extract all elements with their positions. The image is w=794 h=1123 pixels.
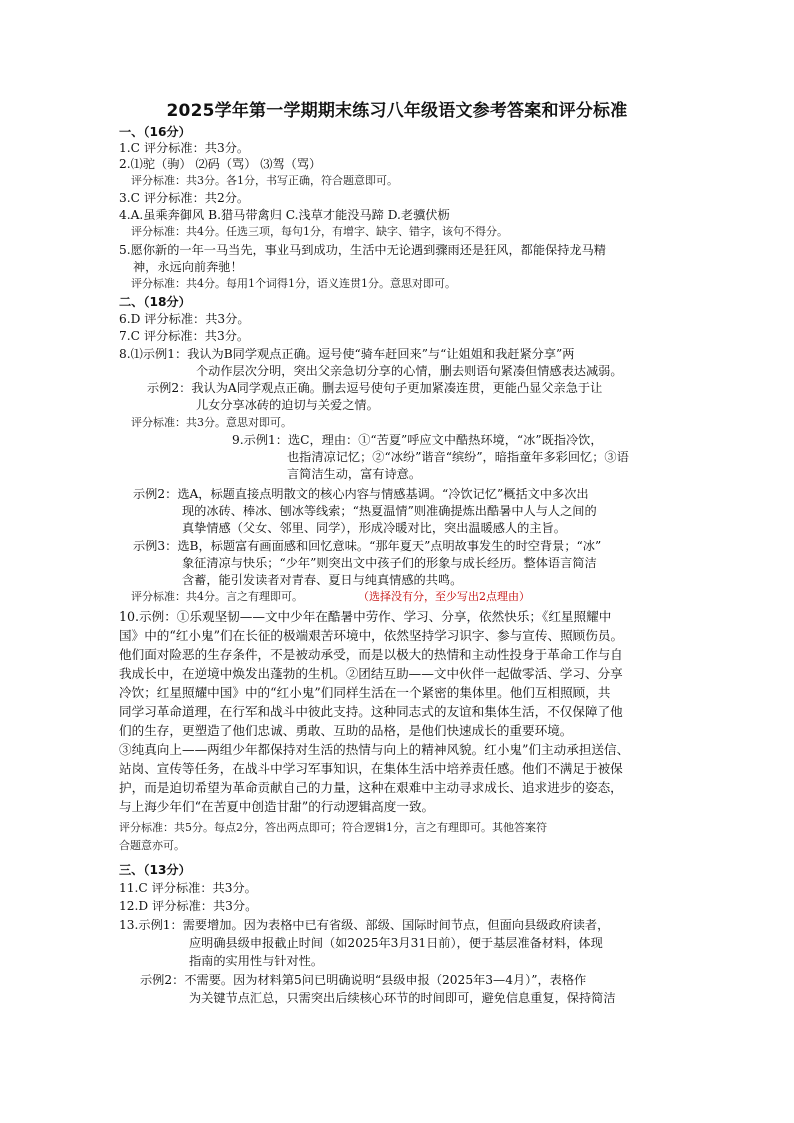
line-sec1: 一、（16分） bbox=[119, 125, 191, 139]
line-q10i: 站岗、宣传等任务，在战斗中学习军事知识，在集体生活中培养责任感。他们不满足于被保 bbox=[119, 761, 623, 776]
line-q9k: （选择没有分，至少写出2点理由） bbox=[358, 590, 530, 603]
line-q9i: 含蓄，能引发读者对青春、夏日与纯真情感的共鸣。 bbox=[182, 573, 463, 587]
line-q9h: 象征清凉与快乐；“少年”则突出文中孩子们的形象与成长经历。整体语言简洁 bbox=[182, 556, 597, 570]
line-q8b: 个动作层次分明，突出父亲急切分享的心情，删去则语句紧凑但情感表达减弱。 bbox=[196, 364, 623, 378]
line-q13d: 示例2：不需要。因为材料第5问已明确说明“县级申报（2025年3—4月）”，表格作 bbox=[140, 973, 587, 987]
line-q9a: 9.示例1：选C，理由：①“苦夏”呼应文中酷热环境，“冰”既指冷饮， bbox=[232, 433, 603, 447]
line-q5c: 评分标准：共4分。每用1个词得1分，语义连贯1分。意思对即可。 bbox=[131, 277, 456, 290]
line-q10c: 他们面对险恶的生存条件，不是被动承受，而是以极大的热情和主动性投身于革命工作与自 bbox=[119, 647, 623, 662]
line-q10g: 们的生存，更塑造了他们忠诚、勇敢、互助的品格，是他们快速成长的重要环境。 bbox=[119, 723, 573, 738]
line-q7: 7.C 评分标准：共3分。 bbox=[119, 329, 250, 343]
line-q2c: 评分标准：共3分。各1分，书写正确，符合题意即可。 bbox=[131, 174, 398, 187]
line-q13b: 应明确县级申报截止时间（如2025年3月31日前），便于基层准备材料，体现 bbox=[189, 936, 603, 950]
line-q8d: 儿女分享冰砖的迫切与关爱之情。 bbox=[196, 398, 379, 412]
line-q10j: 护，而是迫切希望为革命贡献自己的力量，这种在艰难中主动寻求成长、追求进步的姿态， bbox=[119, 780, 623, 795]
line-q10m: 合题意亦可。 bbox=[119, 839, 185, 852]
line-q11: 11.C 评分标准：共3分。 bbox=[119, 881, 257, 895]
line-q1: 1.C 评分标准：共3分。 bbox=[119, 141, 250, 155]
line-q9d: 示例2：选A，标题直接点明散文的核心内容与情感基调。“冷饮记忆”概括文中多次出 bbox=[133, 487, 589, 501]
line-sec3: 三、（13分） bbox=[119, 863, 191, 877]
line-q10l: 评分标准：共5分。每点2分，答出两点即可；符合逻辑1分，言之有理即可。其他答案符 bbox=[119, 821, 547, 834]
line-q13c: 指南的实用性与针对性。 bbox=[189, 954, 324, 968]
line-q10a: 10.示例：①乐观坚韧——文中少年在酷暑中劳作、学习、分享，依然快乐；《红星照耀中 bbox=[119, 609, 612, 624]
line-q9c: 言简洁生动，富有诗意。 bbox=[287, 467, 422, 481]
line-q8c: 示例2：我认为A同学观点正确。删去逗号使句子更加紧凑连贯，更能凸显父亲急于让 bbox=[147, 381, 603, 395]
line-q9b: 也指清凉记忆；②“冰纷”谐音“缤纷”，暗指童年多彩回忆；③语 bbox=[287, 450, 629, 464]
line-q9j: 评分标准：共4分。言之有理即可。 bbox=[131, 590, 303, 603]
line-q10b: 国》中的“红小鬼”们在长征的极端艰苦环境中，依然坚持学习识字、参与宣传、照顾伤员。 bbox=[119, 628, 624, 643]
line-q3: 3.C 评分标准：共2分。 bbox=[119, 191, 250, 205]
line-q4c: 评分标准：共4分。任选三项，每句1分，有增字、缺字、错字，该句不得分。 bbox=[131, 225, 508, 238]
line-q4: 4.A.虽乘奔御风 B.猎马带禽归 C.浅草才能没马蹄 D.老骥伏枥 bbox=[119, 208, 450, 222]
line-q9e: 现的冰砖、棒冰、刨冰等线索；“热夏温情”则准确提炼出酷暑中人与人之间的 bbox=[182, 504, 597, 518]
line-q9g: 示例3：选B，标题富有画面感和回忆意味。“那年夏天”点明故事发生的时空背景；“冰” bbox=[133, 539, 602, 553]
line-q10f: 同学习革命道理，在行军和战斗中彼此支持。这种同志式的友谊和集体生活，不仅保障了他 bbox=[119, 704, 623, 719]
line-q2: 2.⑴驼（驹） ⑵码（骂） ⑶驾（骂） bbox=[119, 157, 322, 171]
document-title: 2025学年第一学期期末练习八年级语文参考答案和评分标准 bbox=[166, 101, 628, 121]
line-q10d: 我成长中，在逆境中焕发出蓬勃的生机。②团结互助——文中伙伴一起做零活、学习、分享 bbox=[119, 666, 623, 681]
line-q8e: 评分标准：共3分。意思对即可。 bbox=[131, 416, 292, 429]
line-q13a: 13.示例1：需要增加。因为表格中已有省级、部级、国际时间节点，但面向县级政府读者， bbox=[119, 918, 610, 932]
line-q13e: 为关键节点汇总，只需突出后续核心环节的时间即可，避免信息重复，保持简洁 bbox=[189, 991, 616, 1005]
line-q9f: 真挚情感（父女、邻里、同学），形成冷暖对比，突出温暖感人的主旨。 bbox=[182, 521, 566, 535]
line-q10k: 与上海少年们“在苦夏中创造甘甜”的行动逻辑高度一致。 bbox=[119, 799, 435, 814]
line-q10e: 冷饮；红星照耀中国》中的“红小鬼”们同样生活在一个紧密的集体里。他们互相照顾，共 bbox=[119, 685, 611, 700]
line-q6: 6.D 评分标准：共3分。 bbox=[119, 312, 250, 326]
line-sec2: 二、（18分） bbox=[119, 295, 191, 309]
line-q5a: 5.愿你新的一年一马当先，事业马到成功，生活中无论遇到骤雨还是狂风，都能保持龙马精 bbox=[119, 243, 606, 257]
line-q8a: 8.⑴示例1：我认为B同学观点正确。逗号使“骑车赶回来”与“让姐姐和我赶紧分享”两 bbox=[119, 347, 575, 361]
line-q5b: 神，永远向前奔驰！ bbox=[133, 260, 243, 274]
line-q10h: ③纯真向上——两组少年都保持对生活的热情与向上的精神风貌。红小鬼”们主动承担送信、 bbox=[119, 742, 630, 757]
line-q12: 12.D 评分标准：共3分。 bbox=[119, 899, 258, 913]
